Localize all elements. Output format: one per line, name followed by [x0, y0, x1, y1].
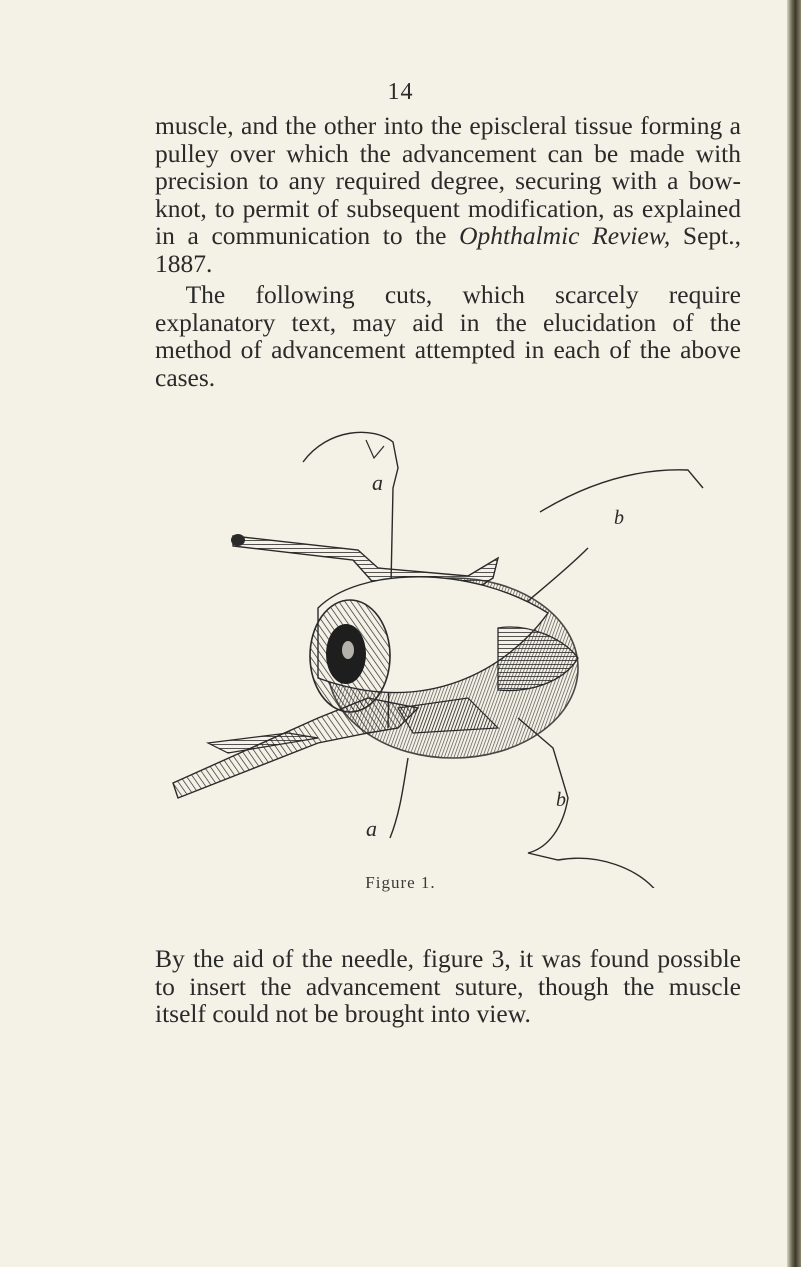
lower-retractor — [173, 698, 418, 798]
paragraph-3: By the aid of the needle, figure 3, it was found possible to insert the advancement suture, though the muscle itself could not be brought into view. — [155, 944, 741, 1029]
paragraph-1-date: Sept., 1887. — [155, 221, 741, 278]
page-number: 14 — [387, 79, 414, 105]
label-b-top: b — [614, 507, 624, 529]
label-a-top: a — [372, 470, 383, 495]
page-edge — [787, 0, 801, 1267]
suture-b-top-loop — [540, 470, 703, 512]
paragraph-2: The following cuts, which scarcely require explanatory text, may aid in the elucidation of the method of advancement attempted in each of the above cases. — [155, 280, 741, 392]
suture-b-bottom-loop — [518, 718, 658, 888]
label-b-bottom: b — [556, 789, 566, 811]
label-a-bottom: a — [366, 816, 377, 841]
journal-title: Ophthalmic Review, — [459, 221, 671, 251]
paragraph-1 — [155, 112, 741, 278]
figure-1-illustration — [168, 428, 743, 888]
figure-caption: Figure 1. — [365, 873, 436, 892]
suture-a-bottom-loop — [390, 758, 408, 838]
paragraph-1-text: muscle, and the other into the episcleral tissue forming a pulley over which the advancement can be made with precision to any required degree, securing with a bow-knot, to permit of subsequent modification, as explained in a communication to the — [155, 111, 741, 251]
